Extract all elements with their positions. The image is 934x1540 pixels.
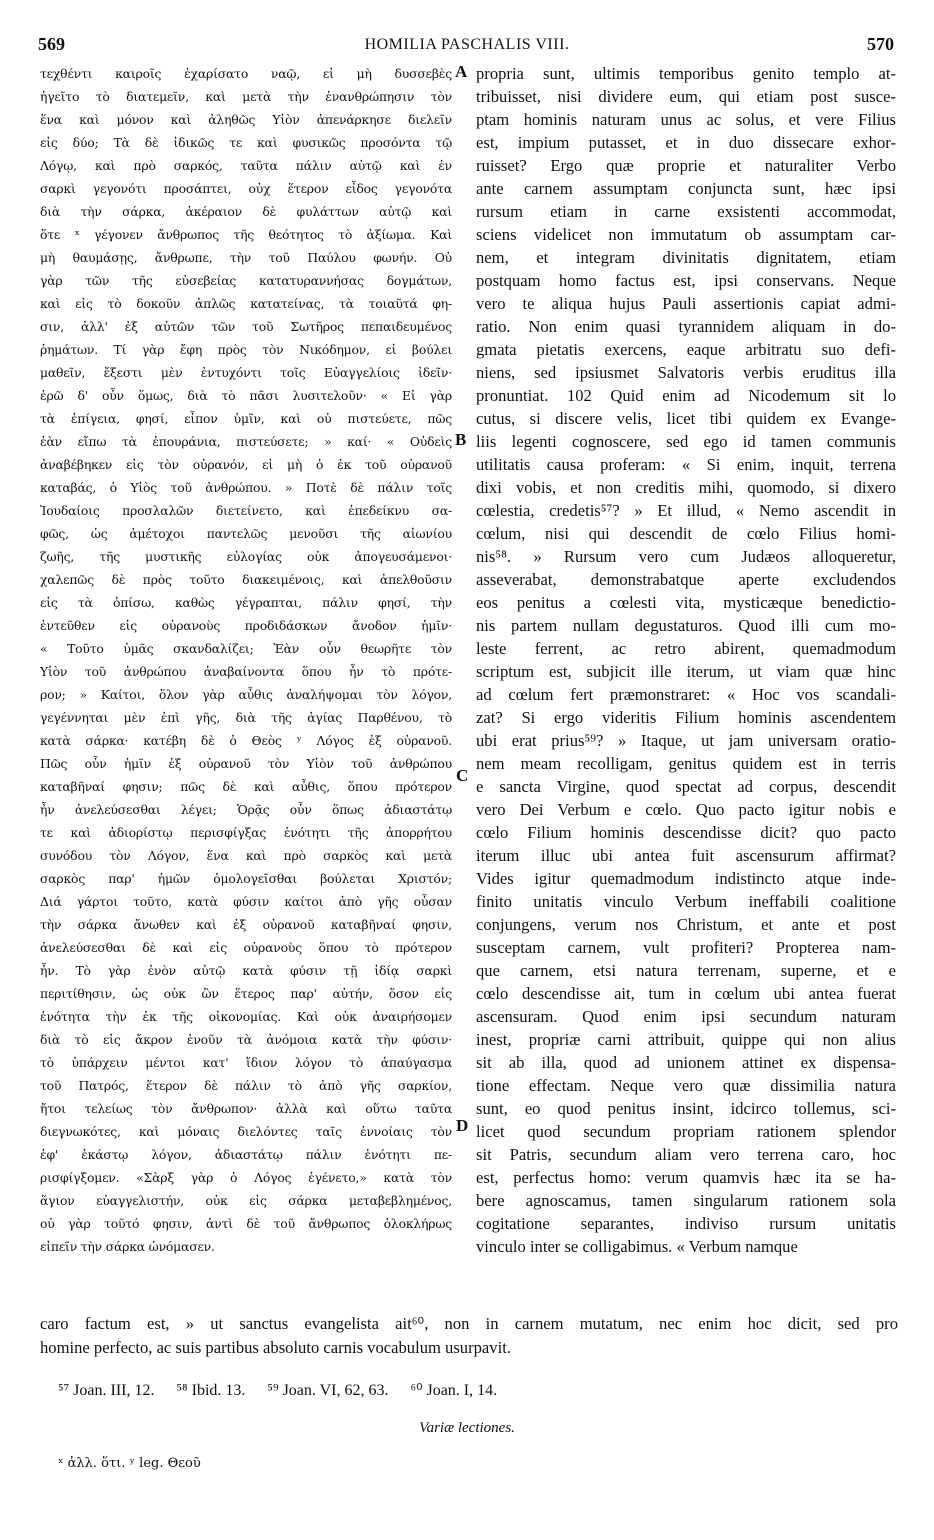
latin-text-line: ante carnem assumptam conjuncta sunt, hæc ipsi (476, 179, 896, 198)
greek-text-line: τε καὶ ἀδιορίστῳ περισφίγξας ἑνότητι τῆς ἀπορρήτου (40, 825, 452, 840)
latin-text-line: ruisset? Ergo quæ proprie et naturaliter Verbo (476, 156, 896, 175)
running-title: HOMILIA PASCHALIS VIII. (364, 36, 570, 53)
greek-text-line: οὐ γὰρ τοῦτό φησιν, ἀντὶ δὲ τοῦ ἄνθρωπος ὁλοκλήρως (40, 1216, 452, 1231)
footnote: ⁵⁸ Ibid. 13. (176, 1382, 246, 1399)
latin-text-line: cœlestia, credetis⁵⁷? » Et illud, « Nemo ascendit in (476, 501, 896, 520)
greek-text-line: καὶ εἰς τὸ δοκοῦν ἁπλῶς κατατείνας, τὰ τοιαῦτά φη- (40, 296, 452, 311)
latin-text-line: cœlo Filium hominis descendisse dicit? quo pacto (476, 823, 896, 842)
latin-text-line: licet quod secundum propriam rationem splendor (476, 1122, 896, 1141)
greek-text-line: ζωῆς, τῆς μυστικῆς εὐλογίας οὐκ ἀπογευσάμενοι· (40, 549, 452, 564)
greek-text-line: τεχθέντι καιροῖς ἐχαρίσατο ναῷ, εἰ μὴ δυσσεβὲς (40, 66, 452, 81)
greek-text-line: ἤτοι τελείως τὸν ἄνθρωπον· ἀλλὰ καὶ οὕτω ταῦτα (40, 1101, 452, 1116)
greek-column (40, 62, 452, 1258)
latin-text-line: est, perfectus homo: verum quamvis hæc ita se ha- (476, 1168, 896, 1187)
latin-text-line: nem meam recolligam, genitus quidem est in terris (476, 754, 896, 773)
latin-text-line: zat? Si ergo videritis Filium hominis ascendentem (476, 708, 896, 727)
latin-text-line: vinculo inter se colligabimus. « Verbum namque (476, 1237, 798, 1256)
greek-text-line: ῥημάτων. Τί γὰρ ἔφη πρὸς τὸν Νικόδημον, εἰ βούλει (40, 342, 452, 357)
greek-text-line: γεγέννηται μὲν ἐπὶ γῆς, διὰ τῆς ἁγίας Παρθένου, τὸ (40, 710, 452, 725)
latin-text-line: rursum etiam in carne exsistenti accommodat, (476, 202, 896, 221)
latin-text-line: nis partem nullam degustaturos. Quod illi cum mo- (476, 616, 896, 635)
latin-text-line: vero Dei Verbum e cœlo. Quo pacto igitur nobis e (476, 800, 896, 819)
latin-text-line: tione effectam. Neque vero quæ dissimilia natura (476, 1076, 896, 1095)
latin-text-line: susceptam carnem, vult profiteri? Propterea nam- (476, 938, 896, 957)
latin-text-line: sit ab illa, quod ad unionem attinet ex dispensa- (476, 1053, 896, 1072)
greek-text-line: συνόδου τὸν Λόγον, ἕνα καὶ πρὸ σαρκὸς καὶ μετὰ (40, 848, 452, 863)
greek-text-line: Ἰουδαίοις προσλαλῶν διετείνετο, καὶ ἐπεδείκνυ σα- (40, 503, 452, 518)
latin-text-line: cœlum, nisi qui descendit de cœlo Filius homi- (476, 524, 896, 543)
greek-text-line: ἀνελεύσεσθαι δὲ καὶ εἰς οὐρανοὺς ὅπου τὸ πρότερον (40, 940, 452, 955)
latin-text-line: est, impium putasset, et in duo dissecare exhor- (476, 133, 896, 152)
greek-text-line: διὰ τὴν σάρκα, ἀκέραιον δὲ φυλάττων αὐτῷ καὶ (40, 204, 452, 219)
footnote: ⁵⁷ Joan. III, 12. (58, 1382, 155, 1399)
latin-text-line: ascensuram. Quod enim ipsi secundum naturam (476, 1007, 896, 1026)
greek-text-line: Λόγῳ, καὶ πρὸ σαρκός, ταῦτα πάλιν αὐτῷ καὶ ἐν (40, 158, 452, 173)
latin-text-line: cœlo descendisse ait, tum in cœlum ubi antea fuerat (476, 984, 896, 1003)
full-width-text (40, 1312, 898, 1360)
latin-text-line: liis legenti cognoscere, sed ego id tamen communis (476, 432, 896, 451)
latin-text-line: tribuisset, nisi dividere eum, qui etiam post susce- (476, 87, 896, 106)
greek-text-line: ρον; » Καίτοι, ὅλον γὰρ αὖθις ἀναλήψομαι τὸν λόγον, (40, 687, 452, 702)
greek-text-line: καταβάς, ὁ Υἱὸς τοῦ ἀνθρώπου. » Ποτὲ δὲ πάλιν τοῖς (40, 480, 452, 495)
greek-text-line: ὅτε ˣ γέγονεν ἄνθρωπος τῆς θεότητος τὸ ἀξίωμα. Καὶ (40, 227, 452, 242)
latin-text-line: asseverabat, demonstrabatque aperte excludendos (476, 570, 896, 589)
greek-text-line: σιν, ἀλλ' ἐξ αὐτῶν τῶν τοῦ Σωτῆρος πεπαιδευμένος (40, 319, 452, 334)
latin-text-line: cogitatione separantes, indiviso rursum unitatis (476, 1214, 896, 1233)
latin-text-line: inest, propriæ carni attribuit, quippe qui non alius (476, 1030, 896, 1049)
latin-text-line: bere agnoscamus, tamen singularum rationem sola (476, 1191, 896, 1210)
latin-text-line: finito unitatis vinculo Verbum ineffabili coalitione (476, 892, 896, 911)
greek-text-line: ἕνα καὶ μόνον καὶ ἀληθῶς Υἱὸν ἀπενάρκησε διελεῖν (40, 112, 452, 127)
greek-text-line: τὴν σάρκα ἄνωθεν καὶ ἐξ οὐρανοῦ καταβῆναί φησιν, (40, 917, 452, 932)
greek-text-line: ἐντεῦθεν εἰς οὐρανοὺς προδιδάσκων ἄνοδον ἡμῖν· (40, 618, 452, 633)
latin-text-line: ptam hominis naturam unus ac solus, et vere Filius (476, 110, 896, 129)
greek-text-line: μαθεῖν, ἔξεστι μὲν ἐντυχόντι τοῖς Εὐαγγελίοις ἰδεῖν· (40, 365, 452, 380)
greek-text-line: τοῦ Πατρός, ἕτερον δὲ πάλιν τὸ ἀπὸ γῆς σαρκίον, (40, 1078, 452, 1093)
latin-text-line: leste ferrent, ac retro abirent, quemadmodum (476, 639, 896, 658)
greek-text-line: ἀναβέβηκεν εἰς τὸν οὐρανόν, εἰ μὴ ὁ ἐκ τοῦ οὐρανοῦ (40, 457, 452, 472)
latin-text-line: vero te aliqua hujus Pauli assertionis capiat admi- (476, 294, 896, 313)
latin-text-line: nis⁵⁸. » Rursum vero cum Judæos alloqueretur, (476, 547, 896, 566)
latin-column (476, 62, 896, 1258)
greek-text-line: περιτίθησιν, ὡς οὐκ ὢν ἕτερος παρ' αὐτήν, ὅσον εἰς (40, 986, 452, 1001)
greek-text-line: εἰς τὰ ὀπίσω, καθὼς γέγραπται, πάλιν φησί, τὴν (40, 595, 452, 610)
greek-text-line: χαλεπῶς δὲ πρὸς τοῦτο διακειμένοις, καὶ ἀπελθοῦσιν (40, 572, 452, 587)
greek-text-line: καταβῆναί φησιν; πῶς δὲ καὶ αὖθις, ὅπου πρότερον (40, 779, 452, 794)
greek-text-line: « Τοῦτο ὑμᾶς σκανδαλίζει; Ἐὰν οὖν θεωρῆτε τὸν (40, 641, 452, 656)
full-width-text-line: homine perfecto, ac suis partibus absoluto carnis vocabulum usurpavit. (40, 1338, 511, 1357)
page-header (0, 34, 934, 56)
greek-text-line: τὸ ὑπάρχειν μέντοι κατ' ἴδιον λόγον τὸ ἀπαύγασμα (40, 1055, 452, 1070)
page-number-left: 569 (38, 34, 65, 54)
section-marker-a: A (455, 62, 468, 81)
latin-text-line: dixi vobis, et non creditis mihi, quomodo, si dixero (476, 478, 896, 497)
greek-text-line: εἰπεῖν τὴν σάρκα ὠνόμασεν. (40, 1239, 215, 1254)
greek-text-line: φῶς, ὡς ἀμέτοχοι παντελῶς μενοῦσι τῆς αἰωνίου (40, 526, 452, 541)
latin-text-line: pronuntiat. 102 Quid enim ad Nicodemum sit lo (476, 386, 896, 405)
greek-text-line: ἐὰν εἴπω τὰ ἐπουράνια, πιστεύσετε; » καί· « Οὐδεὶς (40, 434, 452, 449)
variae-lectiones-title: Variæ lectiones. (419, 1420, 515, 1436)
greek-text-line: μὴ θαυμάσῃς, ἄνθρωπε, τὴν τοῦ Παύλου φωνήν. Οὐ (40, 250, 452, 265)
latin-text-line: que carnem, etsi natura terrenam, superne, et e (476, 961, 896, 980)
latin-text-line: iterum illuc ubi antea fuit ascensurum affirmat? (476, 846, 896, 865)
latin-text-line: postquam homo factus est, ipsi conservans. Neque (476, 271, 896, 290)
latin-text-line: niens, sed ipsiusmet Salvatoris verbis eruditus illa (476, 363, 896, 382)
footnotes (58, 1380, 898, 1400)
footnote: ⁵⁹ Joan. VI, 62, 63. (267, 1382, 389, 1399)
latin-text-line: ad cœlum fert præmonstraret: « Hoc vos scandali- (476, 685, 896, 704)
greek-text-line: Υἱὸν τοῦ ἀνθρώπου ἀναβαίνοντα ὅπου ἦν τὸ πρότε- (40, 664, 452, 679)
greek-text-line: σαρκὸς παρ' ἡμῶν ὁμολογεῖσθαι βούλεται Χριστόν; (40, 871, 452, 886)
latin-text-line: propria sunt, ultimis temporibus genito templo at- (476, 64, 896, 83)
full-width-text-line: caro factum est, » ut sanctus evangelista ait⁶⁰, non in carnem mutatum, nec enim hoc dicit, sed pro (40, 1314, 898, 1333)
greek-text-line: ἦν ἀνελεύσεσθαι λέγει; Ὁρᾷς οὖν ὅπως ἀδιαστάτῳ (40, 802, 452, 817)
greek-text-line: σαρκὶ γεγονότι προσάπτει, οὐχ ἕτερον εἶδος γεγονότα (40, 181, 452, 196)
greek-text-line: διὰ τὸ εἰς ἄκρον ἑνοῦν τὰ ἀνόμοια κατὰ τὴν φύσιν· (40, 1032, 452, 1047)
latin-text-line: sunt, eo quod penitus insint, idcirco tollemus, sci- (476, 1099, 896, 1118)
latin-text-line: scriptum est, subjicit ille iterum, ut viam quæ hinc (476, 662, 896, 681)
latin-text-line: e sancta Virgine, quod spectat ad corpus, descendit (476, 777, 896, 796)
greek-text-line: διεγνωκότες, καὶ μόναις διελόντες ταῖς ἐννοίαις τὸν (40, 1124, 452, 1139)
greek-text-line: Διά γάρτοι τοῦτο, κατὰ φύσιν καίτοι ἀπὸ γῆς οὖσαν (40, 894, 452, 909)
greek-text-line: ἐφ' ἑκάστῳ λόγον, ἀδιαστάτῳ πάλιν ἑνότητι πε- (40, 1147, 452, 1162)
latin-text-line: sit Patris, secundum aliam vero terrena caro, hoc (476, 1145, 896, 1164)
latin-text-line: sciens videlicet non immutatum ob assumptam car- (476, 225, 896, 244)
greek-text-line: γὰρ τῶν τῆς εὐσεβείας κατατυραννήσας δογμάτων, (40, 273, 452, 288)
latin-text-line: conjungens, verum nos Christum, et ante et post (476, 915, 896, 934)
latin-text-line: ubi erat prius⁵⁹? » Itaque, ut jam universam oratio- (476, 731, 896, 750)
greek-text-line: ἐρῶ δ' οὖν ὅμως, διὰ τὸ πᾶσι λυσιτελοῦν· « Εἰ γὰρ (40, 388, 452, 403)
greek-text-line: εἰς δύο; Τὰ δὲ ἰδικῶς τε καὶ φυσικῶς προσόντα τῷ (40, 135, 452, 150)
latin-text-line: Vides igitur quemadmodum indistincto atque inde- (476, 869, 896, 888)
latin-text-line: ratio. Non enim quasi tyrannidem aliquam in do- (476, 317, 896, 336)
section-marker-d: D (456, 1116, 469, 1135)
greek-text-line: κατὰ σάρκα· κατέβη δὲ ὁ Θεὸς ʸ Λόγος ἐξ οὐρανοῦ. (40, 733, 452, 748)
latin-text-line: gmata pietatis exercens, eaque arbitratu suo defi- (476, 340, 896, 359)
latin-text-line: nem, et integram divinitatis dignitatem, etiam (476, 248, 896, 267)
greek-text-line: ἦν. Τὸ γὰρ ἐνὸν αὐτῷ κατὰ φύσιν τῇ ἰδίᾳ σαρκὶ (40, 963, 452, 978)
page-number-right: 570 (867, 34, 894, 54)
greek-text-line: τὰ ἐπίγεια, φησί, εἶπον ὑμῖν, καὶ οὐ πιστεύετε, πῶς (40, 411, 452, 426)
variae-lectiones-note: ˣ ἀλλ. ὅτι. ʸ leg. Θεοῦ (58, 1456, 201, 1471)
greek-text-line: ἅγιον εὐαγγελιστήν, οὐκ εἰς σάρκα μεταβεβλημένος, (40, 1193, 452, 1208)
footnote: ⁶⁰ Joan. I, 14. (410, 1382, 498, 1399)
latin-text-line: eos penitus a cœlesti vita, mysticæque benedictio- (476, 593, 896, 612)
greek-text-line: Πῶς οὖν ἡμῖν ἐξ οὐρανοῦ τὸν Υἱὸν τοῦ ἀνθρώπου (40, 756, 452, 771)
latin-text-line: cutus, si discere velis, licet tibi quidem ex Evange- (476, 409, 896, 428)
greek-text-line: ἑνότητα τὴν ἐκ τῆς οἰκονομίας. Καὶ οὐκ ἀναιρήσομεν (40, 1009, 452, 1024)
section-marker-c: C (456, 766, 469, 785)
greek-text-line: ἡγεῖτο τὸ διατεμεῖν, καὶ μετὰ τὴν ἐνανθρώπησιν τὸν (40, 89, 452, 104)
greek-text-line: ρισφίγξομεν. «Σὰρξ γὰρ ὁ Λόγος ἐγένετο,» κατὰ τὸν (40, 1170, 452, 1185)
section-marker-b: B (455, 430, 467, 449)
latin-text-line: utilitatis causa proferam: « Si enim, inquit, terrena (476, 455, 896, 474)
